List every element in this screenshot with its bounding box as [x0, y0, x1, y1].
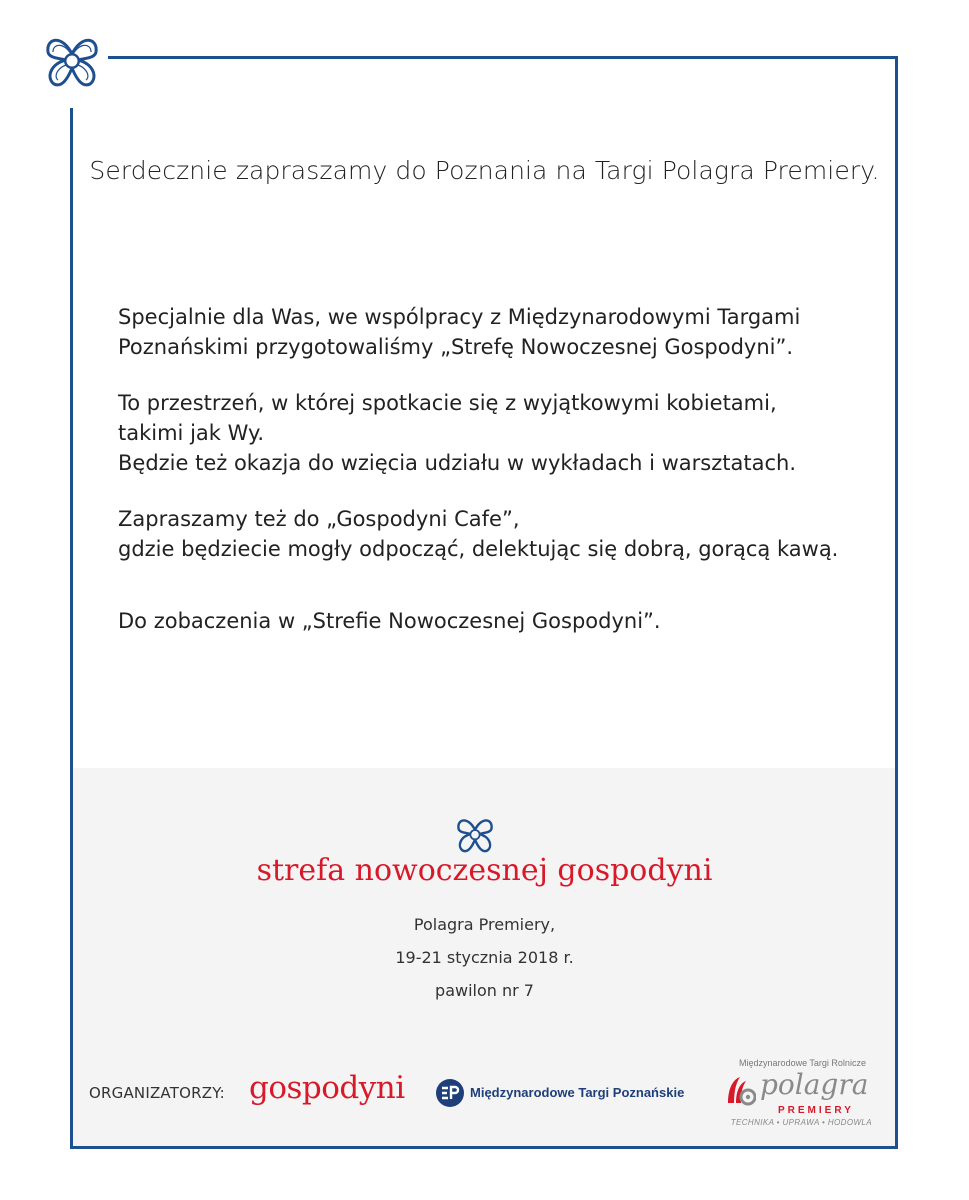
body-line: gdzie będziecie mogły odpocząć, delektując się dobrą, gorącą kawą. [118, 537, 839, 561]
polagra-wordmark: polagra [760, 1068, 869, 1101]
event-place: pawilon nr 7 [435, 981, 534, 1000]
body-line: Do zobaczenia w „Strefie Nowoczesnej Gospodyni”. [118, 609, 661, 633]
polagra-premiery: PREMIERY [778, 1105, 854, 1116]
mtp-name: Międzynarodowe Targi Poznańskie [470, 1085, 685, 1100]
body-line: Specjalnie dla Was, we wspólpracy z Międzynarodowymi Targami [118, 305, 801, 329]
frame-top-line [108, 56, 898, 59]
body-line: Zapraszamy też do „Gospodyni Cafe”, [118, 507, 520, 531]
frame-bottom-line [70, 1146, 898, 1149]
polagra-tagline: TECHNIKA • UPRAWA • HODOWLA [730, 1118, 872, 1127]
body-line: To przestrzeń, w której spotkacie się z wyjątkowymi kobietami, [118, 391, 777, 415]
body-line: takimi jak Wy. [118, 421, 265, 445]
body-line: Będzie też okazja do wzięcia udziału w wykładach i warsztatach. [118, 451, 796, 475]
page-title: Serdecznie zapraszamy do Poznania na Targi Polagra Premiery. [89, 156, 880, 185]
polagra-logo [720, 1058, 885, 1130]
brand-title: strefa nowoczesnej gospodyni [256, 853, 713, 888]
polagra-logo-icon [724, 1073, 756, 1109]
mtp-logo-icon [435, 1078, 465, 1108]
polagra-top-label: Międzynarodowe Targi Rolnicze [739, 1058, 866, 1068]
gospodyni-logo: gospodyni [249, 1070, 405, 1106]
flower-logo-icon [453, 812, 497, 856]
event-date: 19-21 stycznia 2018 r. [395, 948, 574, 967]
event-name: Polagra Premiery, [413, 915, 556, 934]
invitation-body [118, 302, 898, 636]
body-line: Poznańskimi przygotowaliśmy „Strefę Nowoczesnej Gospodyni”. [118, 335, 794, 359]
organizers-label: ORGANIZATORZY: [89, 1084, 225, 1102]
flower-logo-icon [40, 28, 104, 92]
